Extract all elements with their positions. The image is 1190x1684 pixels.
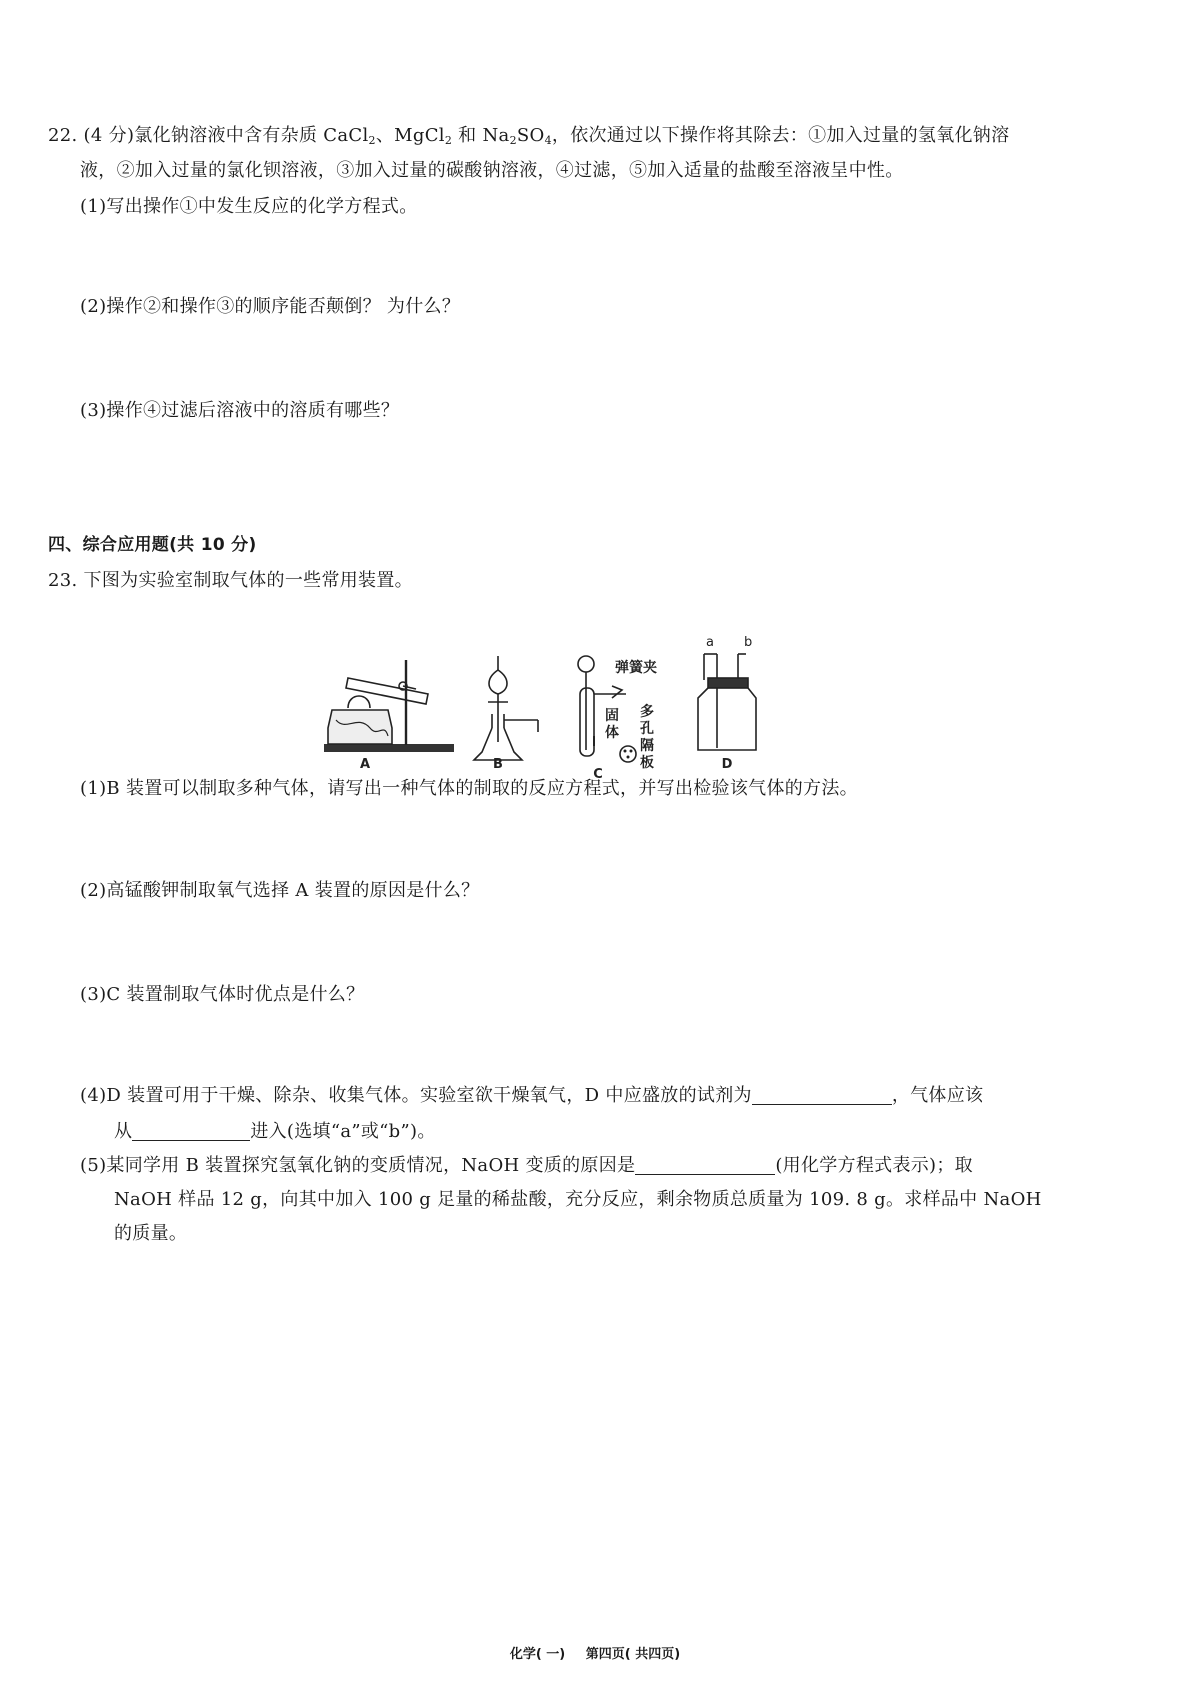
label-a: A: [359, 757, 371, 772]
blank-inlet[interactable]: [132, 1122, 250, 1141]
label-solid-2: 体: [605, 725, 619, 741]
apparatus-a-drawing: [324, 660, 454, 772]
apparatus-figure: [340, 635, 780, 782]
label-spring-clip: 弹簧夹: [615, 660, 657, 676]
label-plate-2: 孔: [640, 721, 654, 737]
blank-equation[interactable]: [635, 1156, 775, 1175]
footer-page: 第四页( 共四页): [585, 1647, 681, 1662]
label-plate-1: 多: [640, 704, 654, 720]
q23-sub4-line1: (4)D 装置可用于干燥、除杂、收集气体。实验室欲干燥氧气，D 中应盛放的试剂为 ，气体应该: [80, 1085, 984, 1106]
apparatus-d-drawing: [698, 635, 756, 772]
label-c: C: [593, 767, 603, 782]
label-solid-1: 固: [605, 708, 619, 724]
q22-sub3: (3)操作④过滤后溶液中的溶质有哪些？: [80, 400, 400, 421]
footer-subject: 化学( 一): [509, 1647, 566, 1662]
q22-sub1: (1)写出操作①中发生反应的化学方程式。: [80, 196, 418, 217]
apparatus-c-drawing: [578, 656, 657, 782]
label-d: D: [721, 757, 733, 772]
section4-title: 四、综合应用题(共 10 分): [48, 535, 257, 555]
q22-intro-line1: 22. (4 分)氯化钠溶液中含有杂质 CaCl$_2$、MgCl$_2$ 和 $Na_2SO_4$，依次通过以下操作将其除去：①加入过量的氢氧化钠溶: [48, 125, 1010, 147]
blank-reagent[interactable]: [752, 1086, 892, 1105]
page-footer: [0, 1643, 1190, 1662]
label-b: B: [493, 757, 503, 772]
q22-sub2: (2)操作②和操作③的顺序能否颠倒？ 为什么？: [80, 296, 461, 317]
apparatus-b-drawing: [474, 656, 538, 772]
q23-sub1: (1)B 装置可以制取多种气体，请写出一种气体的制取的反应方程式，并写出检验该气体的方法。: [80, 778, 858, 799]
q23-sub5-line1: (5)某同学用 B 装置探究氢氧化钠的变质情况，NaOH 变质的原因是 (用化学方程式表示)；取: [80, 1155, 973, 1176]
q23-sub2: (2)高锰酸钾制取氧气选择 A 装置的原因是什么？: [80, 880, 480, 901]
q23-intro: 23. 下图为实验室制取气体的一些常用装置。: [48, 570, 413, 591]
q23-sub5-line2: NaOH 样品 12 g，向其中加入 100 g 足量的稀盐酸，充分反应，剩余物质总质量为 109. 8 g。求样品中 NaOH: [114, 1189, 1042, 1210]
label-plate-3: 隔: [640, 738, 654, 754]
label-port-a: a: [706, 635, 714, 650]
q23-sub5-line3: 的质量。: [114, 1223, 188, 1244]
label-plate-4: 板: [640, 755, 654, 771]
label-port-b: b: [744, 635, 753, 650]
q22-intro-line2: 液，②加入过量的氯化钡溶液，③加入过量的碳酸钠溶液，④过滤，⑤加入适量的盐酸至溶液呈中性。: [80, 160, 904, 181]
q23-sub4-line2: 从 进入(选填“a”或“b”)。: [114, 1121, 436, 1142]
q23-sub3: (3)C 装置制取气体时优点是什么？: [80, 984, 365, 1005]
